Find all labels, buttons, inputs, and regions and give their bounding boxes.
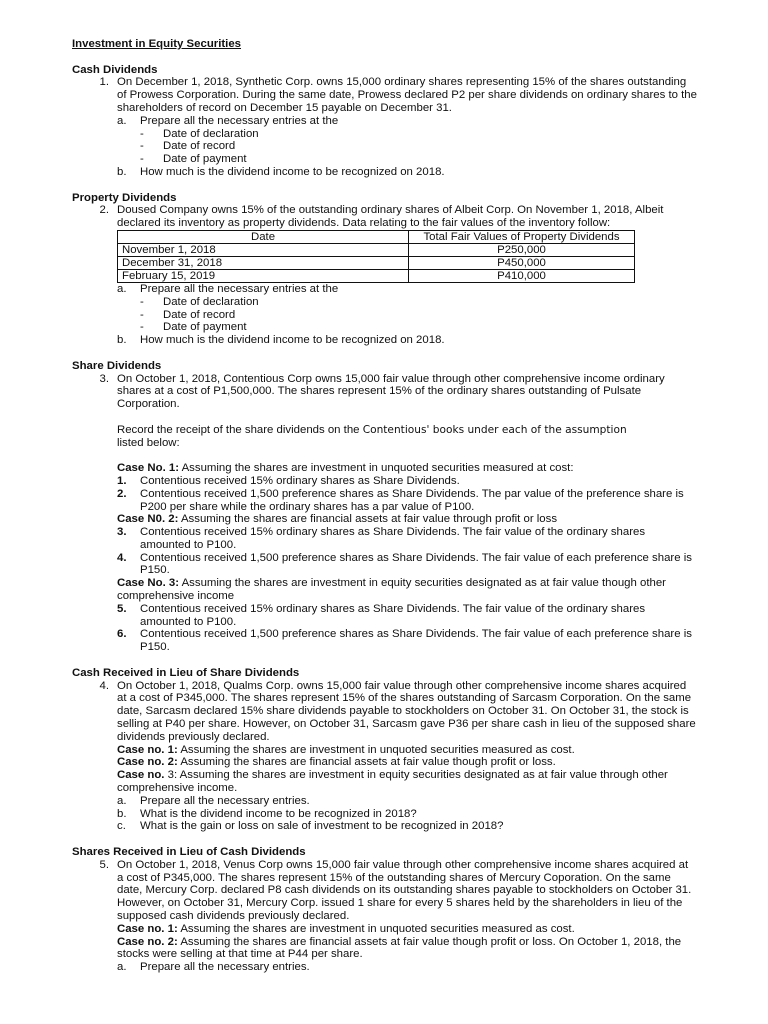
case-2 [72,513,697,526]
dash-text: Date of declaration [163,295,259,308]
question-text: What is the dividend income to be recognized in 2018? [140,807,417,820]
question-a [72,961,697,974]
item-text: Contentious received 15% ordinary shares as Share Dividends. [140,474,460,487]
dash-item [72,140,697,153]
case-text: Assuming the shares are financial assets at fair value though profit or loss. On October 1, 2018, the stocks were selling at that time at P44 per share. [117,935,682,961]
case-3 [72,769,697,795]
case-label: Case N0. 2: [117,513,179,526]
question-b [72,166,697,179]
dash-text: Date of declaration [163,127,259,140]
case-label: Case no. [117,769,165,782]
document-title: Investment in Equity Securities [72,38,242,50]
case-item [72,488,697,514]
record-instruction [72,424,697,450]
item-text: Contentious received 15% ordinary shares as Share Dividends. The fair value of the ordinary shares amounted to P100. [140,526,646,551]
case-label: Case no. 2: [117,935,178,948]
table-cell-value: P250,000 [409,243,635,256]
question-a [72,795,697,808]
table-cell-date: February 15, 2019 [118,269,409,282]
table-cell-date: December 31, 2018 [118,256,409,269]
question-text: Prepare all the necessary entries at the [140,114,339,127]
case-item [72,628,697,654]
case-label: Case no. 1: [117,743,178,756]
table-cell-value: P410,000 [409,269,635,282]
item-number: 3. [117,526,127,539]
question-text: What is the gain or loss on sale of investment to be recognized in 2018? [140,820,504,833]
item-text: Contentious received 1,500 preference shares as Share Dividends. The par value of the preference share is P200 per share while the ordinary shares has a par value of P100. [140,487,684,513]
item-number: 4. [117,551,127,564]
share-dividends-heading: Share Dividends [72,359,162,372]
case-text: Assuming the shares are investment in unquoted securities measured as cost. [177,743,575,756]
record-text-2: Contentious' books under each of the assumption [362,423,627,436]
case-2 [72,756,697,769]
table-header-row [118,230,635,243]
dash-marker: - [140,153,144,166]
case-label: Case No. 1: [117,462,180,475]
item-text: Contentious received 15% ordinary shares as Share Dividends. The fair value of the ordinary shares amounted to P100. [140,602,646,628]
table-cell-date: November 1, 2018 [118,243,409,256]
dash-marker: - [140,321,144,334]
dash-marker: - [140,308,144,321]
problem-text: On October 1, 2018, Contentious Corp owns 15,000 fair value through other comprehensive income ordinary shares at a cost of P1,500,000. The shares represent 15% of the ordinary shares outstanding of Pulsate Corporation. [117,372,665,411]
case-text: Assuming the shares are investment in unquoted securities measured at cost: [179,462,574,475]
item-number: 1. [117,474,127,487]
problem-text: On October 1, 2018, Qualms Corp. owns 15,000 fair value through other comprehensive income shares acquired at a cost of P345,000. The shares represent 15% of the shares outstanding of Sarcasm Corporation. On the same date, Sarcasm declared 15% share dividends payable to stockholders on October 31. On October 31, the stock is selling at P40 per share. However, on October 31, Sarcasm gave P36 per share cash in lieu of the supposed share dividends previously declared. [117,679,696,743]
question-text: Prepare all the necessary entries at the [140,282,339,295]
question-letter: b. [117,165,127,178]
problem-2 [72,204,697,230]
case-label: Case no. 2: [117,756,178,769]
question-letter: b. [117,334,127,347]
dash-item [72,309,697,322]
dash-text: Date of record [163,308,236,321]
question-letter: b. [117,807,127,820]
question-c [72,820,697,833]
item-text: Contentious received 1,500 preference shares as Share Dividends. The fair value of each preference share is P150. [140,551,692,577]
record-text: Record the receipt of the share dividends on the [117,423,363,436]
dash-item [72,128,697,141]
question-a [72,283,697,296]
dash-item [72,321,697,334]
dash-text: Date of payment [163,153,247,166]
document-page [72,38,697,974]
case-3 [72,577,697,603]
problem-4 [72,680,697,744]
problem-text: Doused Company owns 15% of the outstanding ordinary shares of Albeit Corp. On November 1, 2018, Albeit declared its inventory as property dividends. Data relating to the fair values of the inventory follow: [117,204,664,230]
problem-number: 1. [99,76,109,89]
table-row [118,243,635,256]
dash-marker: - [140,127,144,140]
problem-text: On October 1, 2018, Venus Corp owns 15,000 fair value through other comprehensive income shares acquired at a cost of P345,000. The shares represent 15% of the outstanding shares of Mercury Coporation. On the same date, Mercury Corp. declared P8 cash dividends on its outstanding shares payable to stockholders on October 31. However, on October 31, Mercury Corp. issued 1 share for every 5 shares held by the shareholders in lieu of the supposed cash dividends previously declared. [117,858,692,922]
question-letter: c. [117,820,126,833]
item-number: 2. [117,487,127,500]
question-b [72,808,697,821]
question-letter: a. [117,794,127,807]
fair-value-table [117,230,635,283]
case-label: Case No. 3: [117,577,180,590]
case-2 [72,936,697,962]
table-cell-value: P450,000 [409,256,635,269]
problem-3 [72,373,697,411]
case-text: Assuming the shares are financial assets at fair value through profit or loss [178,513,558,526]
problem-text: On December 1, 2018, Synthetic Corp. owns 15,000 ordinary shares representing 15% of the shares outstanding of Prowess Corporation. During the same date, Prowess declared P2 per share dividends on ordinary shares to the shareholders of record on December 15 payable on December 31. [117,76,697,114]
case-label: Case no. 1: [117,922,178,935]
cash-dividends-heading: Cash Dividends [72,63,158,76]
question-text: How much is the dividend income to be recognized on 2018. [140,334,445,347]
record-text-3: listed below: [117,436,180,449]
item-text: Contentious received 1,500 preference shares as Share Dividends. The fair value of each preference share is P150. [140,628,692,654]
case-item [72,552,697,578]
dash-item [72,296,697,309]
shares-in-lieu-heading: Shares Received in Lieu of Cash Dividends [72,846,306,859]
problem-number: 4. [99,679,109,692]
case-text: 3: Assuming the shares are investment in equity securities designated as at fair value through other comprehensive income. [117,769,668,795]
problem-5 [72,859,697,923]
question-b [72,334,697,347]
item-number: 6. [117,628,127,641]
dash-text: Date of payment [163,321,247,334]
question-text: Prepare all the necessary entries. [140,961,310,974]
problem-number: 2. [99,204,109,217]
cash-in-lieu-heading: Cash Received in Lieu of Share Dividends [72,666,300,679]
question-letter: a. [117,961,127,974]
question-letter: a. [117,282,127,295]
item-number: 5. [117,602,127,615]
question-text: How much is the dividend income to be recognized on 2018. [140,165,445,178]
table-row [118,256,635,269]
case-item [72,475,697,488]
property-dividends-heading: Property Dividends [72,191,177,204]
question-letter: a. [117,114,127,127]
case-text: Assuming the shares are investment in unquoted securities measured as cost. [177,922,575,935]
case-item [72,603,697,629]
problem-number: 3. [99,372,109,385]
problem-1 [72,76,697,114]
table-header: Date [118,230,409,243]
case-1 [72,744,697,757]
case-1 [72,462,697,475]
dash-marker: - [140,140,144,153]
case-text: Assuming the shares are investment in equity securities designated as at fair value though other comprehensive income [117,577,666,603]
question-text: Prepare all the necessary entries. [140,794,310,807]
table-row [118,269,635,282]
problem-number: 5. [99,858,109,871]
table-header: Total Fair Values of Property Dividends [409,230,635,243]
dash-item [72,153,697,166]
case-text: Assuming the shares are financial assets at fair value though profit or loss. [177,756,556,769]
dash-marker: - [140,295,144,308]
dash-text: Date of record [163,140,236,153]
case-item [72,526,697,552]
question-a [72,115,697,128]
case-1 [72,923,697,936]
